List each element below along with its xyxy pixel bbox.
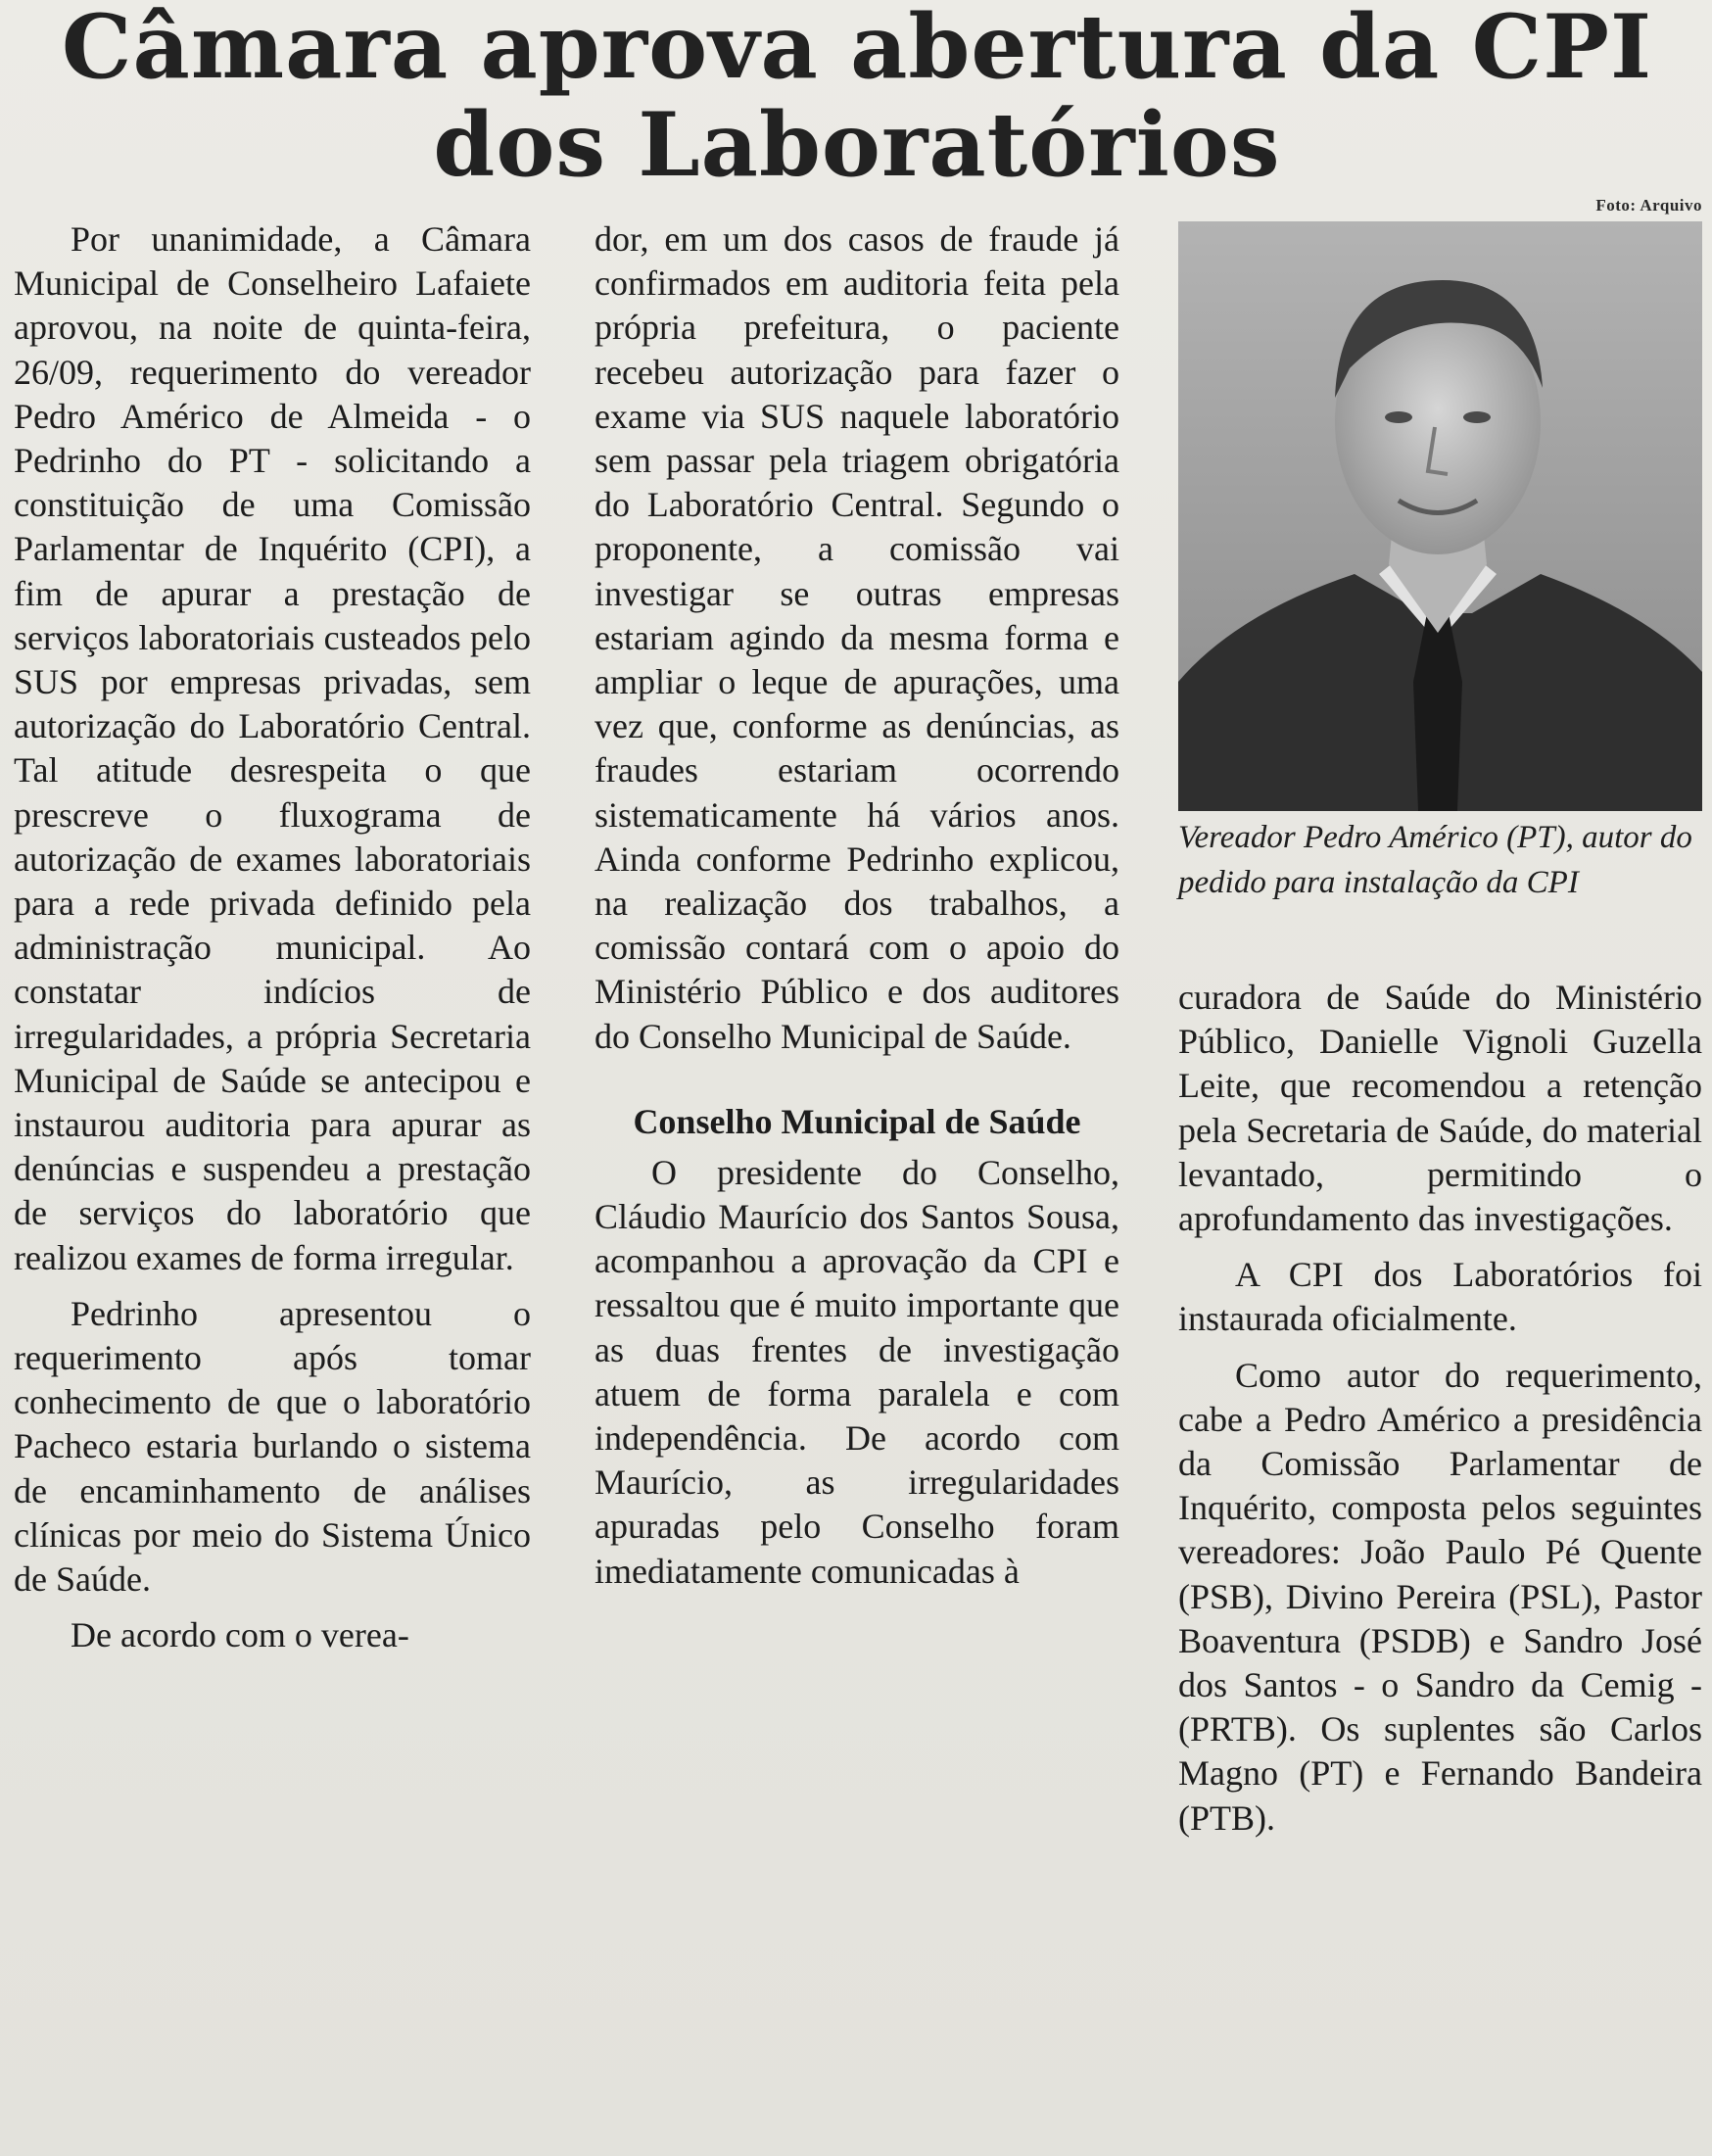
paragraph: curadora de Saúde do Ministério Público, Danielle Vignoli Guzella Leite, que recomendou a retenção pela Secretaria de Saúde, do material levantado, permitindo o aprofundamento das investigações. <box>1178 978 1702 1239</box>
paragraph: Por unanimidade, a Câmara Municipal de Conselheiro Lafaiete aprovou, na noite de quinta-feira, 26/09, requerimento do vereador Pedro Américo de Almeida - o Pedrinho do PT - solicitando a constituição de uma Comissão Parlamentar de Inquérito (CPI), a fim de apurar a prestação de serviços laboratoriais custeados pelo SUS por empresas privadas, sem autorização do Laboratório Central. Tal atitude desrespeita o que prescreve o fluxograma de autorização de exames laboratoriais para a rede privada definido pela administração municipal. Ao constatar indícios de irregularidades, a própria Secretaria Municipal de Saúde se antecipou e instaurou auditoria para apurar as denúncias e suspendeu a prestação de serviços do laboratório que realizou exames de forma irregular. <box>14 219 531 1277</box>
portrait-photo <box>1178 221 1702 811</box>
photo-credit: Foto: Arquivo <box>1595 196 1702 215</box>
headline-line-1: Câmara aprova abertura da CPI <box>61 0 1653 99</box>
article-headline <box>29 0 1685 196</box>
article-column-2 <box>594 217 1119 1594</box>
paragraph: De acordo com o verea- <box>71 1615 409 1655</box>
photo-caption: Vereador Pedro Américo (PT), autor do pedido para instalação da CPI <box>1178 820 1692 900</box>
paragraph: dor, em um dos casos de fraude já confirmados em auditoria feita pela própria prefeitura, o paciente recebeu autorização para fazer o exame via SUS naquele laboratório sem passar pela triagem obrigatória do Laboratório Central. Segundo o proponente, a comissão vai investigar se outras empresas estariam agindo da mesma forma e ampliar o leque de apurações, uma vez que, conforme as denúncias, as fraudes estariam ocorrendo sistematicamente há vários anos. Ainda conforme Pedrinho explicou, na realização dos trabalhos, a comissão contará com o apoio do Ministério Público e dos auditores do Conselho Municipal de Saúde. <box>594 219 1119 1056</box>
headline-line-2: dos Laboratórios <box>433 93 1281 197</box>
article-column-3 <box>1178 976 1702 1841</box>
article-column-1 <box>14 217 531 1658</box>
paragraph: O presidente do Conselho, Cláudio Maurício dos Santos Sousa, acompanhou a aprovação da CPI e ressaltou que é muito importante que as duas frentes de investigação atuem de forma paralela e com independência. De acordo com Maurício, as irregularidades apuradas pelo Conselho foram imediatamente comunicadas à <box>594 1152 1119 1591</box>
section-subheading: Conselho Municipal de Saúde <box>633 1101 1081 1141</box>
paragraph: A CPI dos Laboratórios foi instaurada oficialmente. <box>1178 1255 1702 1339</box>
paragraph: Pedrinho apresentou o requerimento após tomar conhecimento de que o laboratório Pacheco estaria burlando o sistema de encaminhamento de análises clínicas por meio do Sistema Único de Saúde. <box>14 1293 531 1600</box>
portrait-image <box>1178 221 1702 811</box>
paragraph: Como autor do requerimento, cabe a Pedro Américo a presidência da Comissão Parlamentar de Inquérito, composta pelos seguintes vereadores: João Paulo Pé Quente (PSB), Divino Pereira (PSL), Pastor Boaventura (PSDB) e Sandro José dos Santos - o Sandro da Cemig - (PRTB). Os suplentes são Carlos Magno (PT) e Fernando Bandeira (PTB). <box>1178 1355 1702 1838</box>
